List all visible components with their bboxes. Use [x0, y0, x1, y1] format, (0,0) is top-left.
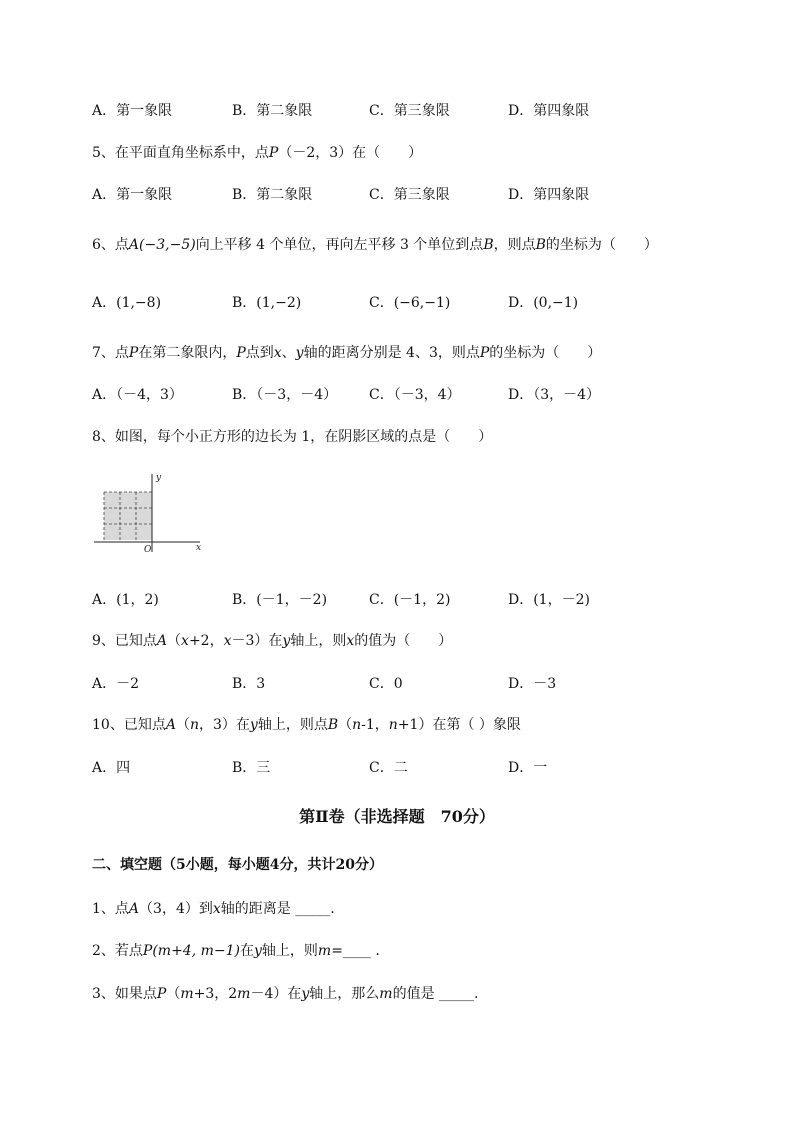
- q4-option-b: B．第二象限: [232, 103, 313, 119]
- f2-var-y: y: [254, 943, 262, 959]
- origin-label: O: [144, 545, 152, 555]
- f3-var-p: P: [156, 986, 167, 1002]
- f1-stem: [92, 898, 335, 918]
- q10-option-d: D．一: [508, 760, 548, 776]
- x-axis-label: x: [196, 543, 202, 553]
- q8-option-a: A．(1，2): [92, 592, 159, 608]
- q9-option-c: C．0: [369, 676, 403, 692]
- q6-point-b2: B: [535, 237, 546, 253]
- q7-stem: [92, 342, 601, 362]
- q10-text-a: 已知点: [123, 717, 166, 733]
- q9-option-b: B．3: [232, 676, 266, 692]
- f2-text-b: 在: [240, 943, 254, 959]
- q10-var-n2: n: [352, 717, 362, 733]
- q8-option-c: C．(－1，2): [369, 592, 451, 608]
- q6-options: [92, 292, 712, 312]
- q9-text-a: 已知点: [114, 633, 157, 649]
- q6-stem: [92, 234, 658, 254]
- q7-text-d: 、: [281, 345, 296, 361]
- q9-options: [92, 673, 712, 693]
- q9-text-c: +2，: [188, 633, 224, 649]
- y-axis-label: y: [156, 473, 162, 483]
- q6-option-a: A．(1,−8): [92, 295, 162, 311]
- q7-text-a: 点: [114, 345, 129, 361]
- q10-var-b: B: [327, 717, 339, 733]
- q7-var-p1: P: [128, 345, 139, 361]
- fill-in-heading: 二、填空题（5小题，每小题4分，共计20分）: [92, 857, 383, 873]
- q8-text: 如图，每个小正方形的边长为 1，在阴影区域的点是（ ）: [114, 429, 493, 445]
- q6-option-c: C．(−6,−1): [369, 295, 451, 311]
- q9-var-a: A: [156, 633, 168, 649]
- q10-text-g: +1）在第（ ）象限: [397, 717, 521, 733]
- q7-text-b: 在第二象限内，: [138, 345, 237, 361]
- q9-stem: [92, 630, 452, 650]
- q6-point-b: B: [483, 237, 494, 253]
- q9-var-y: y: [282, 633, 291, 649]
- q10-options: [92, 757, 712, 777]
- f3-text-a: 如果点: [114, 986, 157, 1002]
- q4-option-a: A．第一象限: [92, 103, 173, 119]
- q10-option-a: A．四: [92, 760, 131, 776]
- q6-text-d: 的坐标为（ ）: [545, 237, 658, 253]
- q9-var-x3: x: [346, 633, 355, 649]
- q8-coordinate-figure: [90, 468, 210, 560]
- q9-var-x2: x: [223, 633, 232, 649]
- q6-number: 6、: [92, 237, 115, 253]
- q4-option-d: D．第四象限: [508, 103, 590, 119]
- q9-text-d: －3）在: [231, 633, 283, 649]
- q9-text-b: （: [167, 633, 182, 649]
- f2-point-p: P(m+4, m−1): [142, 943, 240, 959]
- f3-text-f: 的值是 _____.: [392, 986, 479, 1002]
- q4-options: [92, 100, 712, 120]
- q6-option-b: B．(1,−2): [232, 295, 302, 311]
- f1-number: 1、: [92, 901, 115, 917]
- q7-options: [92, 384, 712, 404]
- q5-option-c: C．第三象限: [369, 187, 450, 203]
- q7-var-y: y: [295, 345, 304, 361]
- q10-var-n3: n: [388, 717, 398, 733]
- f2-var-m: m: [317, 943, 332, 959]
- f2-text-a: 若点: [114, 943, 143, 959]
- q5-option-a: A．第一象限: [92, 187, 173, 203]
- q9-number: 9、: [92, 633, 115, 649]
- q7-var-p3: P: [479, 345, 490, 361]
- q10-option-b: B．三: [232, 760, 271, 776]
- q7-number: 7、: [92, 345, 115, 361]
- q6-text-b: 向上平移 4 个单位，再向左平移 3 个单位到点: [195, 237, 484, 253]
- q6-text-a: 点: [114, 237, 129, 253]
- f3-text-c: +3，2: [193, 986, 238, 1002]
- f2-text-d: =____ .: [331, 943, 380, 959]
- q4-option-c: C．第三象限: [369, 103, 450, 119]
- q8-stem: [92, 426, 492, 446]
- q10-text-d: 轴上，则点: [257, 717, 328, 733]
- f2-stem: [92, 940, 380, 960]
- q7-text-f: 的坐标为（ ）: [489, 345, 602, 361]
- q6-text-c: ，则点: [493, 237, 536, 253]
- q9-var-x1: x: [181, 633, 189, 649]
- q7-option-c: C．（－3，4）: [369, 387, 461, 403]
- q6-option-d: D．(0,−1): [508, 295, 579, 311]
- q7-text-c: 点到: [245, 345, 274, 361]
- q10-var-a: A: [165, 717, 176, 733]
- f3-var-m3: m: [379, 986, 393, 1002]
- q7-option-a: A．（－4，3）: [92, 387, 183, 403]
- q5-stem: [92, 142, 422, 162]
- q5-point-p: P: [268, 145, 279, 161]
- q7-option-b: B．（－3，－4）: [232, 387, 338, 403]
- q10-option-c: C．二: [369, 760, 408, 776]
- q10-stem: [92, 714, 521, 734]
- q5-text-end: （－2，3）在（ ）: [278, 145, 423, 161]
- f1-text-c: 轴的距离是 _____.: [220, 901, 335, 917]
- q7-var-x: x: [273, 345, 282, 361]
- q8-options: [92, 589, 712, 609]
- q9-option-a: A．－2: [92, 676, 140, 692]
- q8-option-d: D．(1，－2): [508, 592, 590, 608]
- f3-stem: [92, 983, 478, 1003]
- q5-option-d: D．第四象限: [508, 187, 590, 203]
- f3-text-b: （: [166, 986, 181, 1002]
- q9-option-d: D．－3: [508, 676, 557, 692]
- q9-text-f: 的值为（ ）: [354, 633, 453, 649]
- f3-number: 3、: [92, 986, 115, 1002]
- f2-text-c: 轴上，则: [261, 943, 318, 959]
- q10-text-e: （: [338, 717, 353, 733]
- q6-point-a: A(−3,−5): [128, 237, 196, 253]
- q8-option-b: B．(－1，－2): [232, 592, 328, 608]
- q7-option-d: D．（3，－4）: [508, 387, 601, 403]
- q7-text-e: 轴的距离分别是 4、3，则点: [303, 345, 480, 361]
- q10-text-f: -1，: [361, 717, 389, 733]
- f3-text-e: 轴上，那么: [309, 986, 380, 1002]
- q10-var-n1: n: [189, 717, 199, 733]
- q5-option-b: B．第二象限: [232, 187, 313, 203]
- q9-text-e: 轴上，则: [290, 633, 347, 649]
- q5-text: 在平面直角坐标系中，点: [114, 145, 269, 161]
- q10-var-y: y: [249, 717, 258, 733]
- f3-text-d: －4）在: [250, 986, 302, 1002]
- f3-var-m1: m: [180, 986, 194, 1002]
- f1-text-a: 点: [114, 901, 129, 917]
- f3-var-m2: m: [237, 986, 251, 1002]
- f1-var-x: x: [212, 901, 221, 917]
- q5-number: 5、: [92, 145, 115, 161]
- f1-text-b: （3，4）到: [139, 901, 213, 917]
- part2-title: 第Ⅱ卷（非选择题 70分）: [299, 807, 495, 826]
- q10-number: 10、: [92, 717, 124, 733]
- q7-var-p2: P: [236, 345, 246, 361]
- f1-var-a: A: [128, 901, 140, 917]
- q10-text-c: ，3）在: [198, 717, 250, 733]
- q8-number: 8、: [92, 429, 115, 445]
- q10-text-b: （: [175, 717, 190, 733]
- f2-number: 2、: [92, 943, 115, 959]
- shaded-region: [104, 492, 152, 540]
- q5-options: [92, 184, 712, 204]
- f3-var-y: y: [301, 986, 310, 1002]
